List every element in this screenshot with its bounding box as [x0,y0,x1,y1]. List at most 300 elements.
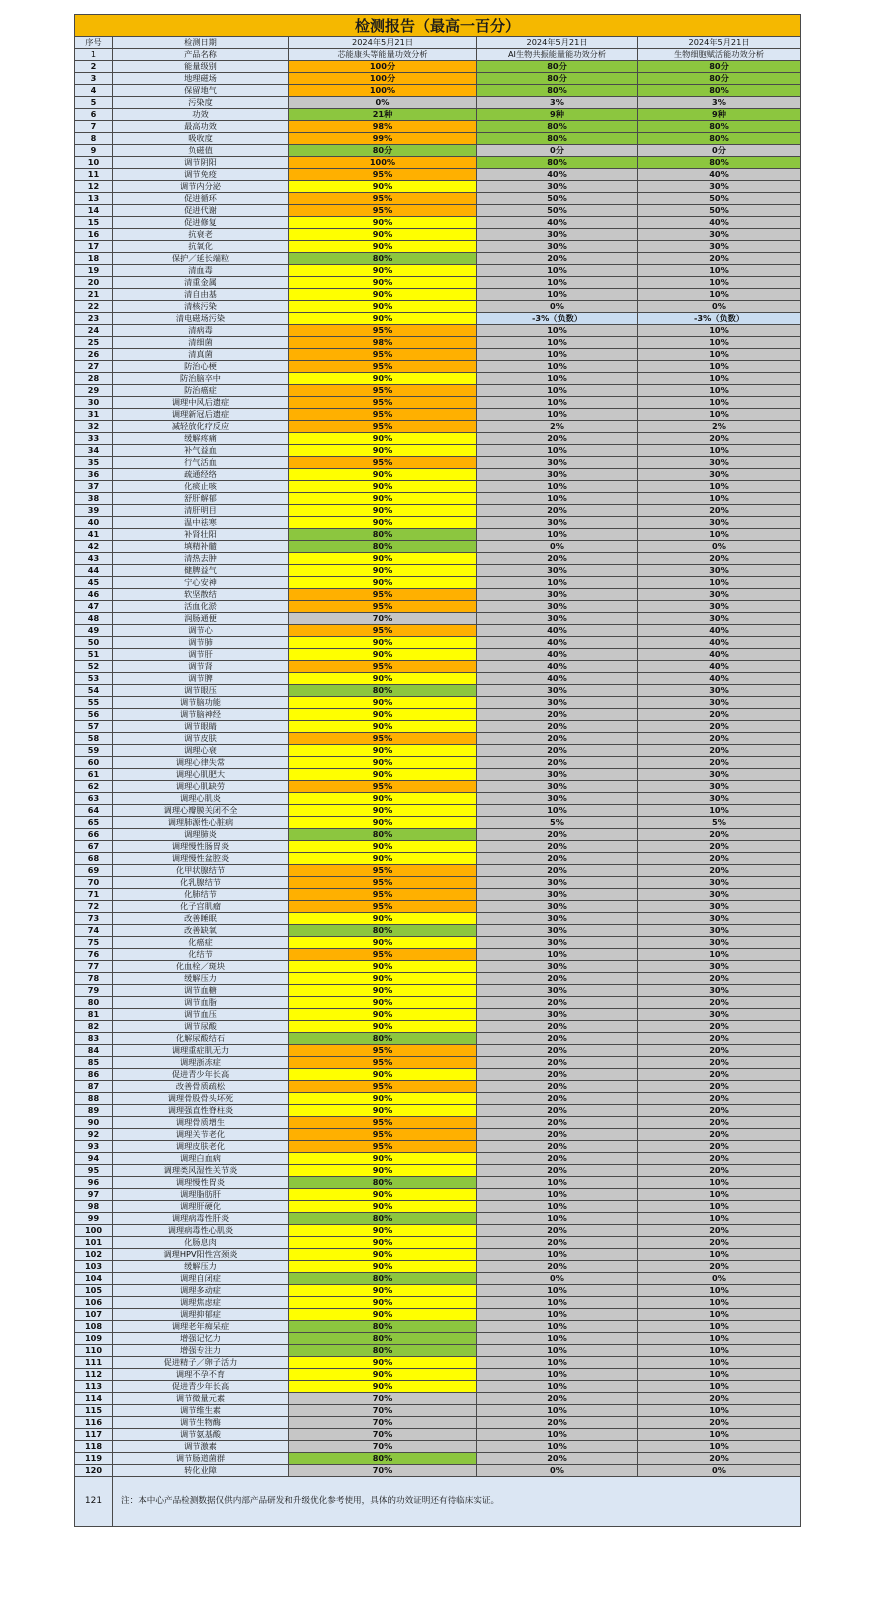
row-number: 113 [75,1381,113,1393]
table-row [75,121,801,133]
value-col2: 20% [477,1141,638,1153]
table-row [75,697,801,709]
row-number: 31 [75,409,113,421]
value-col3: 40% [638,217,801,229]
value-col3: 20% [638,745,801,757]
row-number: 38 [75,493,113,505]
value-col1: 95% [289,397,477,409]
table-row [75,277,801,289]
value-col3: 40% [638,637,801,649]
value-col3: 10% [638,1381,801,1393]
value-col3: 30% [638,685,801,697]
table-row [75,1213,801,1225]
value-col1: 100分 [289,73,477,85]
value-col1: 90% [289,1225,477,1237]
row-number: 19 [75,265,113,277]
value-col2: 10% [477,385,638,397]
row-number: 10 [75,157,113,169]
value-col1: 90% [289,577,477,589]
value-col3: 20% [638,433,801,445]
value-col2: 20% [477,433,638,445]
item-name: 调理脂肪肝 [113,1189,289,1201]
value-col3: 30% [638,877,801,889]
row-number: 16 [75,229,113,241]
value-col1: 95% [289,1129,477,1141]
row-number: 46 [75,589,113,601]
row-number: 42 [75,541,113,553]
header-product-col2: AI生物共振能量能功效分析 [477,49,638,61]
item-name: 调理骨质增生 [113,1117,289,1129]
value-col1: 70% [289,1429,477,1441]
item-name: 化子宫肌瘤 [113,901,289,913]
table-row [75,1261,801,1273]
value-col3: 10% [638,397,801,409]
table-row [75,193,801,205]
row-number: 44 [75,565,113,577]
table-row [75,733,801,745]
value-col3: 10% [638,577,801,589]
item-name: 负磁值 [113,145,289,157]
value-col3: 10% [638,1321,801,1333]
value-col2: 10% [477,409,638,421]
item-name: 调节维生素 [113,1405,289,1417]
value-col2: 30% [477,769,638,781]
value-col1: 80% [289,1453,477,1465]
item-name: 调节肾 [113,661,289,673]
value-col1: 90% [289,697,477,709]
item-name: 行气活血 [113,457,289,469]
value-col3: 20% [638,1093,801,1105]
item-name: 调节阴阳 [113,157,289,169]
row-number: 80 [75,997,113,1009]
row-number: 90 [75,1117,113,1129]
table-row [75,373,801,385]
value-col1: 90% [289,961,477,973]
table-row [75,229,801,241]
row-number: 12 [75,181,113,193]
value-col1: 80分 [289,145,477,157]
value-col2: 5% [477,817,638,829]
item-name: 增强专注力 [113,1345,289,1357]
value-col3: 10% [638,1213,801,1225]
value-col1: 90% [289,805,477,817]
row-number: 40 [75,517,113,529]
item-name: 调节肺 [113,637,289,649]
value-col2: 0分 [477,145,638,157]
value-col1: 95% [289,1081,477,1093]
table-row [75,97,801,109]
value-col1: 90% [289,745,477,757]
value-col2: 10% [477,1357,638,1369]
table-row [75,1033,801,1045]
value-col2: 30% [477,1009,638,1021]
item-name: 促进修复 [113,217,289,229]
item-name: 调理关节老化 [113,1129,289,1141]
table-row [75,961,801,973]
value-col1: 95% [289,877,477,889]
table-row [75,1441,801,1453]
item-name: 调节尿酸 [113,1021,289,1033]
table-row [75,913,801,925]
value-col2: 20% [477,733,638,745]
value-col1: 90% [289,553,477,565]
value-col1: 90% [289,757,477,769]
value-col2: 10% [477,1297,638,1309]
value-col1: 80% [289,1177,477,1189]
item-name: 减轻放化疗反应 [113,421,289,433]
value-col3: 30% [638,697,801,709]
table-row [75,1345,801,1357]
value-col3: 10% [638,1429,801,1441]
table-row [75,625,801,637]
value-col2: 10% [477,397,638,409]
item-name: 最高功效 [113,121,289,133]
item-name: 吸收度 [113,133,289,145]
table-row [75,85,801,97]
value-col2: 30% [477,793,638,805]
value-col2: 3% [477,97,638,109]
item-name: 清核污染 [113,301,289,313]
value-col1: 100% [289,85,477,97]
row-number: 79 [75,985,113,997]
value-col3: 20% [638,505,801,517]
row-number: 53 [75,673,113,685]
value-col1: 95% [289,385,477,397]
value-col2: 0% [477,301,638,313]
row-number: 29 [75,385,113,397]
value-col1: 90% [289,217,477,229]
row-number: 101 [75,1237,113,1249]
item-name: 调理肝硬化 [113,1201,289,1213]
value-col3: 20% [638,253,801,265]
value-col2: 20% [477,1057,638,1069]
value-col1: 90% [289,313,477,325]
item-name: 调理新冠后遗症 [113,409,289,421]
value-col2: 0% [477,541,638,553]
header-product-col1: 芯能康头等能量功效分析 [289,49,477,61]
value-col2: 20% [477,721,638,733]
item-name: 调理慢性肠胃炎 [113,841,289,853]
note-text: 注：本中心产品检测数据仅供内部产品研发和升级优化参考使用，具体的功效证明还有待临床实证。 [113,1477,801,1527]
value-col1: 80% [289,1273,477,1285]
table-row [75,1141,801,1153]
value-col1: 95% [289,1117,477,1129]
item-name: 调理焦虑症 [113,1297,289,1309]
value-col3: 0% [638,1273,801,1285]
value-col2: 10% [477,277,638,289]
row-number: 59 [75,745,113,757]
value-col3: 20% [638,1225,801,1237]
row-number: 87 [75,1081,113,1093]
value-col1: 90% [289,649,477,661]
value-col2: 20% [477,1033,638,1045]
value-col2: 0% [477,1273,638,1285]
value-col2: 20% [477,1453,638,1465]
value-col3: 30% [638,601,801,613]
item-name: 清自由基 [113,289,289,301]
value-col2: 20% [477,253,638,265]
value-col3: 30% [638,925,801,937]
table-row [75,433,801,445]
value-col1: 90% [289,985,477,997]
value-col1: 90% [289,1189,477,1201]
value-col1: 99% [289,133,477,145]
row-number: 43 [75,553,113,565]
row-number: 70 [75,877,113,889]
item-name: 清热去肿 [113,553,289,565]
table-row [75,745,801,757]
value-col1: 95% [289,733,477,745]
item-name: 化甲状腺结节 [113,865,289,877]
value-col1: 90% [289,181,477,193]
value-col1: 21种 [289,109,477,121]
value-col2: 80% [477,121,638,133]
row-number: 2 [75,61,113,73]
row-number: 82 [75,1021,113,1033]
value-col3: 10% [638,409,801,421]
value-col1: 90% [289,1021,477,1033]
value-col2: 80% [477,157,638,169]
value-col1: 95% [289,601,477,613]
value-col2: 50% [477,205,638,217]
table-row [75,901,801,913]
value-col3: 20% [638,1105,801,1117]
header-product-label: 产品名称 [113,49,289,61]
header-product-col3: 生物细胞赋活能功效分析 [638,49,801,61]
value-col3: 0% [638,301,801,313]
value-col2: 30% [477,517,638,529]
value-col1: 90% [289,1237,477,1249]
value-col3: 40% [638,169,801,181]
value-col2: 30% [477,925,638,937]
item-name: 调节血脂 [113,997,289,1009]
value-col1: 90% [289,1069,477,1081]
value-col3: 10% [638,1333,801,1345]
value-col1: 90% [289,709,477,721]
item-name: 调理病毒性肝炎 [113,1213,289,1225]
value-col2: 40% [477,637,638,649]
value-col2: 10% [477,1201,638,1213]
item-name: 保留地气 [113,85,289,97]
value-col3: 10% [638,805,801,817]
table-row [75,61,801,73]
value-col3: 20% [638,709,801,721]
table-row [75,829,801,841]
row-number: 86 [75,1069,113,1081]
value-col1: 90% [289,289,477,301]
value-col2: 10% [477,493,638,505]
value-col2: 10% [477,1321,638,1333]
value-col1: 90% [289,853,477,865]
table-row [75,661,801,673]
value-col3: 20% [638,1141,801,1153]
table-row [75,1333,801,1345]
value-col3: 20% [638,1021,801,1033]
value-col1: 70% [289,613,477,625]
value-col2: 20% [477,1165,638,1177]
value-col1: 80% [289,541,477,553]
value-col3: 10% [638,1441,801,1453]
value-col1: 90% [289,841,477,853]
value-col3: 20% [638,1081,801,1093]
table-row [75,445,801,457]
value-col3: 10% [638,1177,801,1189]
row-number: 23 [75,313,113,325]
value-col3: 30% [638,889,801,901]
table-row [75,421,801,433]
report-title: 检测报告（最高一百分） [75,15,801,37]
row-number: 60 [75,757,113,769]
value-col1: 90% [289,517,477,529]
value-col1: 90% [289,1381,477,1393]
value-col3: 80% [638,157,801,169]
item-name: 调理心瓣膜关闭不全 [113,805,289,817]
item-name: 清细菌 [113,337,289,349]
table-row [75,1249,801,1261]
row-number: 41 [75,529,113,541]
value-col3: 20% [638,1237,801,1249]
table-row [75,781,801,793]
value-col1: 90% [289,1105,477,1117]
table-row [75,565,801,577]
value-col3: 80% [638,133,801,145]
item-name: 能量级别 [113,61,289,73]
value-col2: 10% [477,1285,638,1297]
item-name: 调理心衰 [113,745,289,757]
item-name: 调节脑功能 [113,697,289,709]
value-col1: 90% [289,673,477,685]
item-name: 调理病毒性心肌炎 [113,1225,289,1237]
table-row [75,109,801,121]
table-row [75,1405,801,1417]
item-name: 清重金属 [113,277,289,289]
value-col2: 20% [477,1417,638,1429]
value-col3: 30% [638,589,801,601]
value-col2: 10% [477,361,638,373]
item-name: 化痰止咳 [113,481,289,493]
value-col3: 10% [638,289,801,301]
item-name: 缓解压力 [113,973,289,985]
value-col2: 10% [477,529,638,541]
item-name: 功效 [113,109,289,121]
value-col2: 10% [477,1189,638,1201]
item-name: 调理皮肤老化 [113,1141,289,1153]
value-col2: 20% [477,1153,638,1165]
value-col3: 10% [638,1369,801,1381]
row-number: 100 [75,1225,113,1237]
value-col1: 98% [289,337,477,349]
value-col2: 20% [477,745,638,757]
value-col3: 10% [638,481,801,493]
value-col2: 30% [477,937,638,949]
row-number: 37 [75,481,113,493]
row-number: 48 [75,613,113,625]
value-col1: 90% [289,481,477,493]
value-col3: 30% [638,769,801,781]
item-name: 清血毒 [113,265,289,277]
value-col1: 90% [289,1093,477,1105]
value-col2: 80% [477,85,638,97]
item-name: 调理自闭症 [113,1273,289,1285]
table-row [75,493,801,505]
value-col2: 30% [477,469,638,481]
table-row [75,253,801,265]
value-col1: 90% [289,769,477,781]
row-number: 109 [75,1333,113,1345]
item-name: 润肠通便 [113,613,289,625]
row-number: 71 [75,889,113,901]
value-col3: 80分 [638,61,801,73]
value-col2: 10% [477,1369,638,1381]
table-row [75,673,801,685]
value-col1: 80% [289,1333,477,1345]
row-number: 104 [75,1273,113,1285]
header-row-number: 1 [75,49,113,61]
row-number: 47 [75,601,113,613]
row-number: 108 [75,1321,113,1333]
value-col1: 80% [289,529,477,541]
value-col2: 20% [477,1045,638,1057]
value-col2: 30% [477,697,638,709]
table-row [75,205,801,217]
row-number: 72 [75,901,113,913]
value-col2: 10% [477,1213,638,1225]
value-col1: 98% [289,121,477,133]
row-number: 114 [75,1393,113,1405]
note-row-number: 121 [75,1477,113,1527]
item-name: 调节眼睛 [113,721,289,733]
value-col2: 30% [477,181,638,193]
value-col3: 30% [638,613,801,625]
row-number: 33 [75,433,113,445]
table-row [75,877,801,889]
table-row [75,721,801,733]
value-col3: 9种 [638,109,801,121]
row-number: 26 [75,349,113,361]
value-col1: 70% [289,1417,477,1429]
value-col3: 30% [638,793,801,805]
value-col2: 20% [477,1237,638,1249]
value-col1: 80% [289,685,477,697]
header-date-col1: 2024年5月21日 [289,37,477,49]
value-col3: 10% [638,493,801,505]
value-col3: 30% [638,901,801,913]
value-col2: 30% [477,781,638,793]
table-row [75,553,801,565]
table-row [75,949,801,961]
item-name: 调节血糖 [113,985,289,997]
value-col3: 40% [638,661,801,673]
value-col3: 5% [638,817,801,829]
item-name: 改善睡眠 [113,913,289,925]
item-name: 调节免疫 [113,169,289,181]
item-name: 舒肝解郁 [113,493,289,505]
value-col3: 10% [638,1285,801,1297]
table-row [75,241,801,253]
table-row [75,1273,801,1285]
row-number: 55 [75,697,113,709]
item-name: 化乳腺结节 [113,877,289,889]
table-row [75,685,801,697]
value-col3: 40% [638,673,801,685]
value-col3: 20% [638,841,801,853]
value-col1: 90% [289,1165,477,1177]
item-name: 补气益血 [113,445,289,457]
value-col2: 20% [477,1081,638,1093]
value-col3: 20% [638,1057,801,1069]
table-row [75,1057,801,1069]
row-number: 52 [75,661,113,673]
